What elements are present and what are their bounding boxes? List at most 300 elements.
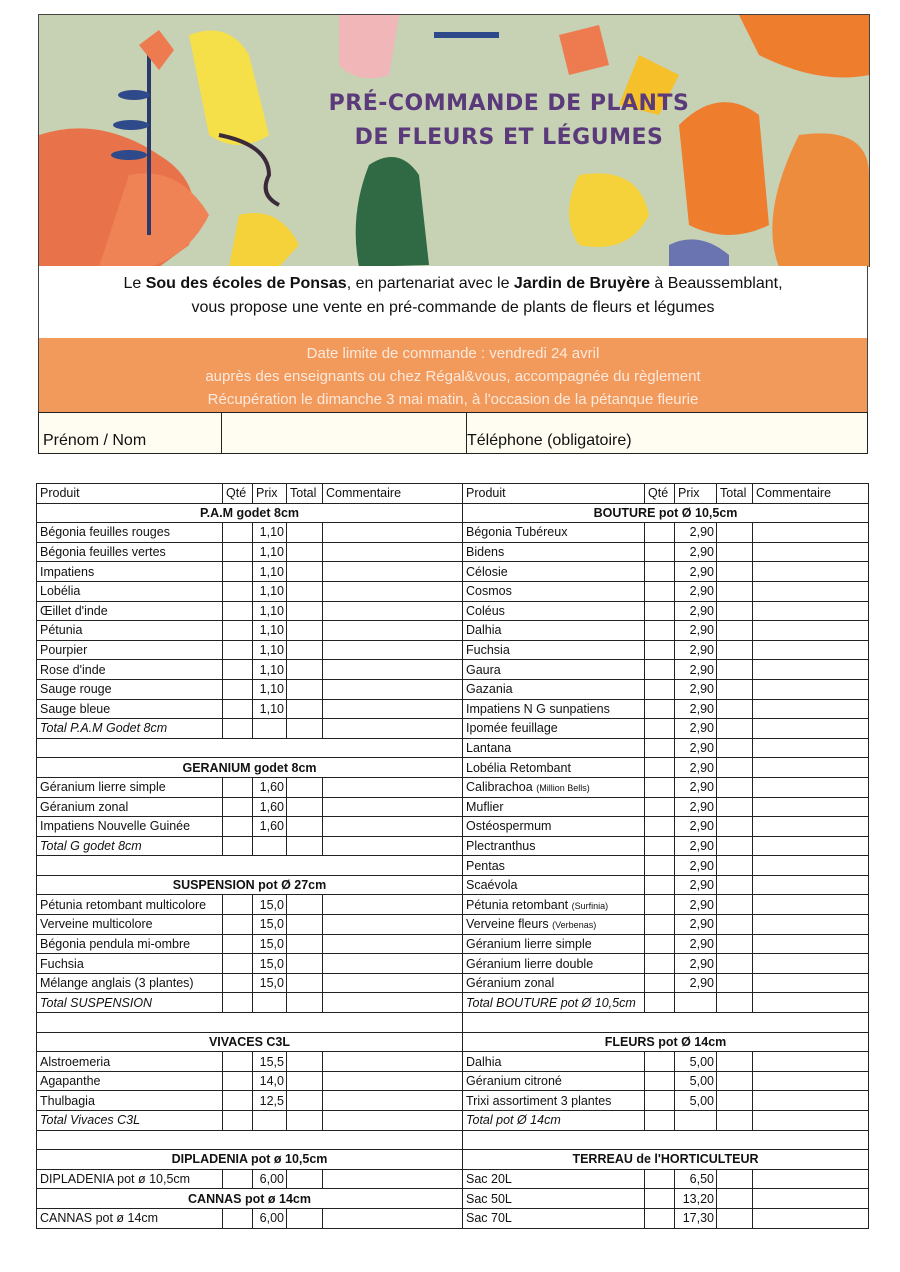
qty-cell[interactable]: [645, 621, 675, 641]
product-name: [463, 856, 645, 876]
product-row: [463, 679, 869, 699]
total-cell[interactable]: [717, 1071, 753, 1091]
spacer-cell: [37, 1130, 463, 1150]
total-cell[interactable]: [287, 915, 323, 935]
comment-cell[interactable]: [753, 915, 869, 935]
section-header-row: [37, 875, 463, 895]
qty-cell[interactable]: [645, 581, 675, 601]
total-cell[interactable]: [287, 621, 323, 641]
name-label: Prénom / Nom: [43, 432, 147, 449]
total-cell[interactable]: [287, 993, 323, 1013]
product-label: CANNAS pot ø 14cm: [40, 1211, 159, 1226]
qty-cell[interactable]: [223, 1052, 253, 1072]
qty-cell[interactable]: [645, 954, 675, 974]
product-label: Total pot Ø 14cm: [466, 1113, 561, 1128]
total-cell[interactable]: [287, 797, 323, 817]
qty-cell[interactable]: [223, 1208, 253, 1228]
comment-cell[interactable]: [323, 993, 463, 1013]
comment-cell[interactable]: [753, 954, 869, 974]
total-cell[interactable]: [717, 915, 753, 935]
product-row: [463, 1208, 869, 1228]
qty-cell[interactable]: [223, 719, 253, 739]
qty-cell[interactable]: [223, 542, 253, 562]
qty-cell[interactable]: [223, 640, 253, 660]
comment-cell[interactable]: [323, 1071, 463, 1091]
total-cell[interactable]: [717, 660, 753, 680]
qty-cell[interactable]: [223, 581, 253, 601]
spacer-row: [37, 856, 463, 876]
product-label: Total Vivaces C3L: [40, 1113, 141, 1128]
comment-cell[interactable]: [753, 1052, 869, 1072]
total-cell[interactable]: [717, 856, 753, 876]
comment-cell[interactable]: [323, 660, 463, 680]
qty-cell[interactable]: [645, 817, 675, 837]
total-cell[interactable]: [287, 1169, 323, 1189]
total-label: [37, 993, 223, 1013]
price-cell: 2,90: [675, 523, 717, 543]
total-cell[interactable]: [717, 758, 753, 778]
total-cell[interactable]: [717, 601, 753, 621]
qty-cell[interactable]: [223, 1071, 253, 1091]
name-field[interactable]: [221, 413, 467, 453]
product-row: [463, 1189, 869, 1209]
total-cell[interactable]: [287, 817, 323, 837]
comment-cell[interactable]: [323, 817, 463, 837]
product-note: (Verbenas): [552, 920, 597, 931]
product-label: Fuchsia: [466, 643, 510, 658]
qty-cell[interactable]: [223, 660, 253, 680]
total-cell[interactable]: [287, 581, 323, 601]
qty-cell[interactable]: [223, 621, 253, 641]
banner-title-line1: PRÉ-COMMANDE DE PLANTS: [328, 91, 690, 116]
comment-cell[interactable]: [753, 1189, 869, 1209]
price-cell: 2,90: [675, 915, 717, 935]
price-cell: 2,90: [675, 660, 717, 680]
comment-cell[interactable]: [753, 660, 869, 680]
comment-cell[interactable]: [323, 954, 463, 974]
total-cell[interactable]: [287, 1208, 323, 1228]
comment-cell[interactable]: [323, 719, 463, 739]
qty-cell[interactable]: [645, 797, 675, 817]
comment-cell[interactable]: [753, 719, 869, 739]
product-name: [37, 1169, 223, 1189]
total-cell[interactable]: [717, 993, 753, 1013]
total-cell[interactable]: [717, 679, 753, 699]
section-title: VIVACES C3L: [37, 1032, 463, 1052]
qty-cell[interactable]: [645, 973, 675, 993]
section-header-row: [37, 1189, 463, 1209]
price-cell: 2,90: [675, 797, 717, 817]
product-label: Dalhia: [466, 1054, 502, 1069]
comment-cell[interactable]: [323, 621, 463, 641]
qty-cell[interactable]: [645, 934, 675, 954]
qty-cell[interactable]: [645, 1208, 675, 1228]
comment-cell[interactable]: [323, 1052, 463, 1072]
product-label: Sac 50L: [466, 1191, 512, 1206]
qty-cell[interactable]: [645, 758, 675, 778]
price-cell: 2,90: [675, 758, 717, 778]
product-name: [463, 895, 645, 915]
comment-cell[interactable]: [753, 1071, 869, 1091]
section-title: SUSPENSION pot Ø 27cm: [37, 875, 463, 895]
total-cell[interactable]: [717, 875, 753, 895]
qty-cell[interactable]: [645, 640, 675, 660]
price-cell: 17,30: [675, 1208, 717, 1228]
qty-cell[interactable]: [645, 1189, 675, 1209]
product-row: [463, 640, 869, 660]
total-cell[interactable]: [717, 523, 753, 543]
product-name: [463, 523, 645, 543]
total-cell[interactable]: [287, 640, 323, 660]
section-header-row: [37, 1032, 463, 1052]
total-cell[interactable]: [717, 797, 753, 817]
product-name: [463, 640, 645, 660]
total-cell[interactable]: [287, 679, 323, 699]
qty-cell[interactable]: [645, 738, 675, 758]
comment-cell[interactable]: [753, 699, 869, 719]
qty-cell[interactable]: [223, 679, 253, 699]
comment-cell[interactable]: [753, 875, 869, 895]
price-cell: 15,0: [253, 895, 287, 915]
total-row: [37, 993, 463, 1013]
total-cell[interactable]: [717, 895, 753, 915]
product-name: [37, 1208, 223, 1228]
product-name: [463, 875, 645, 895]
product-row: [37, 542, 463, 562]
comment-cell[interactable]: [323, 973, 463, 993]
product-name: [37, 1071, 223, 1091]
qty-cell[interactable]: [223, 993, 253, 1013]
qty-cell[interactable]: [645, 542, 675, 562]
product-row: [37, 1052, 463, 1072]
comment-cell[interactable]: [323, 1111, 463, 1131]
product-row: [37, 1169, 463, 1189]
total-cell[interactable]: [287, 836, 323, 856]
qty-cell[interactable]: [645, 1111, 675, 1131]
qty-cell[interactable]: [223, 699, 253, 719]
product-label: Bégonia feuilles vertes: [40, 545, 166, 560]
product-row: [463, 523, 869, 543]
comment-cell[interactable]: [323, 1169, 463, 1189]
section-title: GERANIUM godet 8cm: [37, 758, 463, 778]
product-label: Coléus: [466, 603, 505, 618]
spacer-cell: [463, 1130, 869, 1150]
total-cell[interactable]: [717, 621, 753, 641]
qty-cell[interactable]: [223, 915, 253, 935]
total-cell[interactable]: [717, 562, 753, 582]
comment-cell[interactable]: [753, 679, 869, 699]
product-label: Total BOUTURE pot Ø 10,5cm: [466, 995, 636, 1010]
total-cell[interactable]: [717, 1189, 753, 1209]
comment-cell[interactable]: [323, 542, 463, 562]
qty-cell[interactable]: [223, 954, 253, 974]
comment-cell[interactable]: [323, 523, 463, 543]
total-cell[interactable]: [717, 1208, 753, 1228]
comment-cell[interactable]: [323, 699, 463, 719]
total-cell[interactable]: [287, 1071, 323, 1091]
total-cell[interactable]: [287, 562, 323, 582]
product-name: [37, 915, 223, 935]
comment-cell[interactable]: [753, 895, 869, 915]
price-cell: [253, 719, 287, 739]
total-label: [37, 719, 223, 739]
product-name: [463, 1071, 645, 1091]
product-row: [37, 1091, 463, 1111]
qty-cell[interactable]: [645, 875, 675, 895]
product-name: [37, 581, 223, 601]
qty-cell[interactable]: [223, 797, 253, 817]
total-cell[interactable]: [287, 523, 323, 543]
total-cell[interactable]: [717, 542, 753, 562]
qty-cell[interactable]: [223, 562, 253, 582]
comment-cell[interactable]: [753, 1208, 869, 1228]
qty-cell[interactable]: [645, 993, 675, 1013]
product-row: [463, 954, 869, 974]
comment-cell[interactable]: [753, 1111, 869, 1131]
product-row: [463, 1091, 869, 1111]
price-cell: 1,10: [253, 542, 287, 562]
order-table-left: [36, 483, 463, 1229]
comment-cell[interactable]: [323, 934, 463, 954]
comment-cell[interactable]: [753, 934, 869, 954]
qty-cell[interactable]: [645, 719, 675, 739]
comment-cell[interactable]: [323, 895, 463, 915]
total-cell[interactable]: [287, 719, 323, 739]
product-name: [37, 679, 223, 699]
qty-cell[interactable]: [645, 699, 675, 719]
qty-cell[interactable]: [223, 934, 253, 954]
total-cell[interactable]: [717, 777, 753, 797]
price-cell: 1,10: [253, 679, 287, 699]
price-cell: 6,00: [253, 1208, 287, 1228]
comment-cell[interactable]: [323, 679, 463, 699]
comment-cell[interactable]: [753, 777, 869, 797]
product-name: [463, 738, 645, 758]
col-header-price: Prix: [253, 484, 287, 504]
product-name: [463, 562, 645, 582]
price-cell: 2,90: [675, 973, 717, 993]
comment-cell[interactable]: [323, 1091, 463, 1111]
col-header-qty: Qté: [223, 484, 253, 504]
product-row: [37, 601, 463, 621]
comment-cell[interactable]: [753, 640, 869, 660]
product-row: [463, 817, 869, 837]
product-row: [463, 660, 869, 680]
spacer-cell: [37, 856, 463, 876]
qty-cell[interactable]: [223, 836, 253, 856]
product-label: Bégonia Tubéreux: [466, 525, 568, 540]
qty-cell[interactable]: [645, 601, 675, 621]
section-title: TERREAU de l'HORTICULTEUR: [463, 1150, 869, 1170]
total-cell[interactable]: [717, 954, 753, 974]
comment-cell[interactable]: [323, 1208, 463, 1228]
price-cell: 1,10: [253, 562, 287, 582]
product-name: [37, 797, 223, 817]
product-name: [463, 973, 645, 993]
total-cell[interactable]: [287, 601, 323, 621]
col-header-price: Prix: [675, 484, 717, 504]
price-cell: 2,90: [675, 738, 717, 758]
comment-cell[interactable]: [323, 797, 463, 817]
qty-cell[interactable]: [645, 895, 675, 915]
qty-cell[interactable]: [223, 817, 253, 837]
product-label: Pétunia retombant multicolore: [40, 897, 207, 912]
product-row: [463, 699, 869, 719]
comment-cell[interactable]: [753, 973, 869, 993]
total-cell[interactable]: [287, 660, 323, 680]
price-cell: 12,5: [253, 1091, 287, 1111]
price-cell: 6,00: [253, 1169, 287, 1189]
qty-cell[interactable]: [645, 856, 675, 876]
total-label: [463, 1111, 645, 1131]
total-cell[interactable]: [717, 934, 753, 954]
qty-cell[interactable]: [645, 777, 675, 797]
comment-cell[interactable]: [753, 856, 869, 876]
product-name: [37, 777, 223, 797]
price-cell: 2,90: [675, 581, 717, 601]
price-cell: 15,0: [253, 954, 287, 974]
total-cell[interactable]: [717, 836, 753, 856]
comment-cell[interactable]: [323, 562, 463, 582]
price-cell: 2,90: [675, 699, 717, 719]
total-cell[interactable]: [717, 1091, 753, 1111]
comment-cell[interactable]: [753, 797, 869, 817]
comment-cell[interactable]: [753, 738, 869, 758]
comment-cell[interactable]: [323, 777, 463, 797]
comment-cell[interactable]: [323, 601, 463, 621]
product-name: [37, 817, 223, 837]
total-cell[interactable]: [287, 777, 323, 797]
qty-cell[interactable]: [223, 1111, 253, 1131]
total-cell[interactable]: [287, 895, 323, 915]
total-cell[interactable]: [287, 1052, 323, 1072]
price-cell: 1,10: [253, 699, 287, 719]
comment-cell[interactable]: [753, 621, 869, 641]
customer-info-row: [38, 412, 868, 454]
product-label: Rose d'inde: [40, 662, 106, 677]
qty-cell[interactable]: [645, 1091, 675, 1111]
intro-text: [38, 266, 868, 338]
price-cell: 2,90: [675, 836, 717, 856]
qty-cell[interactable]: [645, 1052, 675, 1072]
total-cell[interactable]: [717, 581, 753, 601]
header-banner: [38, 14, 870, 267]
org-name: Sou des écoles de Ponsas: [145, 275, 347, 292]
total-cell[interactable]: [717, 1111, 753, 1131]
product-row: [37, 660, 463, 680]
comment-cell[interactable]: [753, 1169, 869, 1189]
qty-cell[interactable]: [645, 523, 675, 543]
qty-cell[interactable]: [645, 836, 675, 856]
comment-cell[interactable]: [753, 817, 869, 837]
total-cell[interactable]: [287, 1111, 323, 1131]
product-row: [463, 777, 869, 797]
product-label: Géranium lierre simple: [466, 936, 592, 951]
product-label: Impatiens N G sunpatiens: [466, 701, 610, 716]
qty-cell[interactable]: [645, 679, 675, 699]
comment-cell[interactable]: [753, 542, 869, 562]
qty-cell[interactable]: [223, 1169, 253, 1189]
price-cell: 2,90: [675, 934, 717, 954]
total-cell[interactable]: [287, 954, 323, 974]
qty-cell[interactable]: [645, 1169, 675, 1189]
comment-cell[interactable]: [753, 758, 869, 778]
total-cell[interactable]: [717, 699, 753, 719]
total-cell[interactable]: [717, 817, 753, 837]
qty-cell[interactable]: [223, 601, 253, 621]
total-cell[interactable]: [717, 640, 753, 660]
product-label: Agapanthe: [40, 1074, 101, 1089]
order-notice: [38, 338, 868, 412]
qty-cell[interactable]: [645, 915, 675, 935]
comment-cell[interactable]: [753, 601, 869, 621]
product-row: [37, 581, 463, 601]
comment-cell[interactable]: [753, 523, 869, 543]
product-name: [463, 954, 645, 974]
comment-cell[interactable]: [753, 562, 869, 582]
total-cell[interactable]: [287, 934, 323, 954]
qty-cell[interactable]: [223, 1091, 253, 1111]
qty-cell[interactable]: [645, 562, 675, 582]
comment-cell[interactable]: [323, 836, 463, 856]
product-label: Pentas: [466, 858, 505, 873]
total-cell[interactable]: [717, 1169, 753, 1189]
comment-cell[interactable]: [323, 581, 463, 601]
product-row: [37, 915, 463, 935]
comment-cell[interactable]: [753, 581, 869, 601]
qty-cell[interactable]: [645, 1071, 675, 1091]
comment-cell[interactable]: [753, 1091, 869, 1111]
product-name: [37, 1052, 223, 1072]
total-cell[interactable]: [287, 973, 323, 993]
qty-cell[interactable]: [223, 777, 253, 797]
product-label: Total P.A.M Godet 8cm: [40, 721, 168, 736]
qty-cell[interactable]: [645, 660, 675, 680]
product-name: [37, 660, 223, 680]
product-row: [463, 562, 869, 582]
comment-cell[interactable]: [323, 915, 463, 935]
price-cell: 1,10: [253, 601, 287, 621]
comment-cell[interactable]: [753, 993, 869, 1013]
product-row: [37, 934, 463, 954]
total-row: [37, 1111, 463, 1131]
qty-cell[interactable]: [223, 973, 253, 993]
total-cell[interactable]: [717, 973, 753, 993]
comment-cell[interactable]: [323, 640, 463, 660]
total-cell[interactable]: [287, 1091, 323, 1111]
price-cell: 2,90: [675, 777, 717, 797]
total-cell[interactable]: [717, 1052, 753, 1072]
comment-cell[interactable]: [753, 836, 869, 856]
section-header-row: [37, 1150, 463, 1170]
qty-cell[interactable]: [223, 523, 253, 543]
product-label: Impatiens: [40, 564, 95, 579]
product-label: Thulbagia: [40, 1093, 95, 1108]
product-name: [37, 562, 223, 582]
qty-cell[interactable]: [223, 895, 253, 915]
total-cell[interactable]: [717, 719, 753, 739]
total-cell[interactable]: [287, 542, 323, 562]
product-label: Pétunia: [40, 623, 83, 638]
product-name: [37, 934, 223, 954]
total-cell[interactable]: [717, 738, 753, 758]
price-cell: 1,10: [253, 523, 287, 543]
price-cell: 2,90: [675, 875, 717, 895]
product-label: Bégonia pendula mi-ombre: [40, 936, 191, 951]
total-cell[interactable]: [287, 699, 323, 719]
product-label: Pourpier: [40, 643, 88, 658]
product-name: [37, 542, 223, 562]
